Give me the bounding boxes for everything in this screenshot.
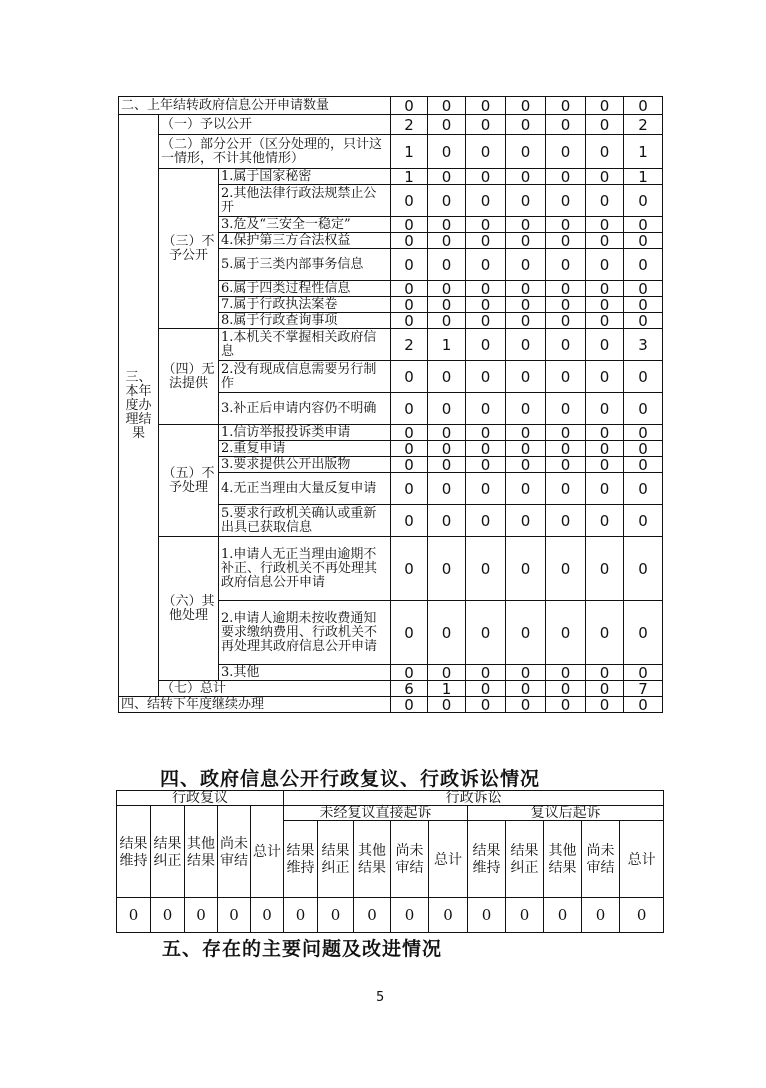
review-col-5: 总计 xyxy=(251,806,284,898)
row-value: 0 xyxy=(586,329,624,361)
row-value: 0 xyxy=(428,115,466,135)
row-value: 0 xyxy=(466,135,506,169)
row-value: 0 xyxy=(624,505,663,537)
row-value: 0 xyxy=(586,441,624,457)
row-value: 0 xyxy=(466,473,506,505)
row-label: 7.属于行政执法案卷 xyxy=(219,297,391,313)
after-col-3: 其他结果 xyxy=(544,821,582,898)
row-value: 0 xyxy=(506,169,546,185)
after-col-5: 总计 xyxy=(620,821,664,898)
row-value: 0 xyxy=(391,393,428,425)
row-value: 0 xyxy=(391,97,428,115)
row-value: 0 xyxy=(466,249,506,281)
row-label: 4.无正当理由大量反复申请 xyxy=(219,473,391,505)
row-value: 0 xyxy=(546,681,586,697)
row-value: 0 xyxy=(391,505,428,537)
direct-col-3: 其他结果 xyxy=(354,821,391,898)
row-label: （二）部分公开（区分处理的，只计这一情形，不计其他情形） xyxy=(159,135,391,169)
row-value: 0 xyxy=(466,217,506,233)
review-col-3: 其他结果 xyxy=(185,806,218,898)
row-value: 0 xyxy=(391,441,428,457)
row-value: 0 xyxy=(428,473,466,505)
row-value: 0 xyxy=(624,313,663,329)
row-label: 4.保护第三方合法权益 xyxy=(219,233,391,249)
row-value: 0 xyxy=(624,537,663,601)
row-value: 0 xyxy=(624,281,663,297)
row-value: 0 xyxy=(391,233,428,249)
row-value: 0 xyxy=(586,473,624,505)
row-label: 2.重复申请 xyxy=(219,441,391,457)
row-value: 0 xyxy=(428,297,466,313)
row-label: 8.属于行政查询事项 xyxy=(219,313,391,329)
after-value: 0 xyxy=(544,898,582,933)
row-value: 0 xyxy=(624,393,663,425)
row-value: 0 xyxy=(506,97,546,115)
table-row xyxy=(119,135,663,169)
row-value: 0 xyxy=(546,169,586,185)
row-value: 0 xyxy=(466,185,506,217)
row-value: 0 xyxy=(624,665,663,681)
row-value: 0 xyxy=(546,281,586,297)
row-value: 0 xyxy=(391,601,428,665)
row-value: 0 xyxy=(391,361,428,393)
review-col-2: 结果纠正 xyxy=(151,806,185,898)
row-value: 0 xyxy=(428,441,466,457)
row-value: 0 xyxy=(624,697,663,713)
after-value: 0 xyxy=(582,898,620,933)
after-value: 0 xyxy=(506,898,544,933)
row-value: 0 xyxy=(506,601,546,665)
row-value: 0 xyxy=(546,697,586,713)
row-label: 3.危及“三安全一稳定” xyxy=(219,217,391,233)
row-value: 0 xyxy=(586,135,624,169)
row-value: 0 xyxy=(586,281,624,297)
row-value: 0 xyxy=(428,97,466,115)
row-label: 1.本机关不掌握相关政府信息 xyxy=(219,329,391,361)
row-value: 0 xyxy=(466,329,506,361)
row-value: 0 xyxy=(506,329,546,361)
row-value: 0 xyxy=(624,601,663,665)
row-value: 0 xyxy=(466,425,506,441)
direct-value: 0 xyxy=(354,898,391,933)
row-value: 0 xyxy=(466,97,506,115)
row-value: 0 xyxy=(428,457,466,473)
row-value: 0 xyxy=(546,425,586,441)
row-value: 0 xyxy=(506,185,546,217)
table-row xyxy=(119,537,663,601)
row-value: 0 xyxy=(391,425,428,441)
direct-value: 0 xyxy=(318,898,354,933)
row-value: 0 xyxy=(586,425,624,441)
row-value: 0 xyxy=(624,217,663,233)
row-value: 0 xyxy=(466,681,506,697)
row-value: 0 xyxy=(546,441,586,457)
row-value: 1 xyxy=(428,329,466,361)
row-label: 3.补正后申请内容仍不明确 xyxy=(219,393,391,425)
row-label: 1.信访举报投诉类申请 xyxy=(219,425,391,441)
table-row xyxy=(119,329,663,361)
row-value: 0 xyxy=(546,457,586,473)
row-value: 0 xyxy=(391,457,428,473)
row-value: 0 xyxy=(586,313,624,329)
row-value: 0 xyxy=(428,697,466,713)
row-value: 0 xyxy=(586,233,624,249)
after-value: 0 xyxy=(620,898,664,933)
row-label: 5.要求行政机关确认或重新出具已获取信息 xyxy=(219,505,391,537)
review-value: 0 xyxy=(117,898,151,933)
row-label: 5.属于三类内部事务信息 xyxy=(219,249,391,281)
table-row xyxy=(119,115,663,135)
row-value: 0 xyxy=(428,281,466,297)
row-label: （七）总计 xyxy=(159,681,391,697)
table-row xyxy=(119,425,663,441)
row-value: 0 xyxy=(546,97,586,115)
group-g6-label: （六）其他处理 xyxy=(159,537,219,681)
table-row xyxy=(119,169,663,185)
row-value: 0 xyxy=(586,393,624,425)
row-value: 0 xyxy=(624,233,663,249)
row-value: 0 xyxy=(546,361,586,393)
row-value: 0 xyxy=(586,505,624,537)
row-value: 0 xyxy=(428,185,466,217)
row-value: 0 xyxy=(546,297,586,313)
row-value: 0 xyxy=(391,281,428,297)
row-value: 0 xyxy=(506,457,546,473)
row-value: 6 xyxy=(391,681,428,697)
row-value: 0 xyxy=(506,505,546,537)
row-value: 0 xyxy=(586,115,624,135)
row-value: 0 xyxy=(466,297,506,313)
row-value: 1 xyxy=(428,681,466,697)
row-value: 0 xyxy=(506,665,546,681)
review-col-4: 尚未审结 xyxy=(218,806,251,898)
row-value: 0 xyxy=(428,249,466,281)
row-value: 0 xyxy=(466,457,506,473)
row-value: 0 xyxy=(391,697,428,713)
row-value: 0 xyxy=(466,313,506,329)
table-row xyxy=(119,697,663,713)
row-value: 0 xyxy=(466,505,506,537)
row-value: 0 xyxy=(428,601,466,665)
row-value: 0 xyxy=(586,169,624,185)
direct-col-5: 总计 xyxy=(429,821,468,898)
row-value: 0 xyxy=(428,169,466,185)
row-value: 0 xyxy=(428,393,466,425)
row-value: 0 xyxy=(428,313,466,329)
review-header: 行政复议 xyxy=(117,791,284,806)
after-review-header: 复议后起诉 xyxy=(468,806,664,821)
row-value: 0 xyxy=(624,297,663,313)
row-value: 0 xyxy=(466,537,506,601)
litigation-header: 行政诉讼 xyxy=(284,791,664,806)
row-value: 0 xyxy=(546,217,586,233)
row-value: 0 xyxy=(466,601,506,665)
row-value: 0 xyxy=(624,97,663,115)
row-value: 0 xyxy=(586,361,624,393)
row-label: （一）予以公开 xyxy=(159,115,391,135)
row-value: 0 xyxy=(391,217,428,233)
direct-value: 0 xyxy=(429,898,468,933)
row-value: 0 xyxy=(586,681,624,697)
row-value: 0 xyxy=(506,537,546,601)
row-value: 0 xyxy=(586,185,624,217)
row-value: 0 xyxy=(506,313,546,329)
row-value: 0 xyxy=(624,473,663,505)
row-value: 0 xyxy=(586,217,624,233)
row-value: 0 xyxy=(506,697,546,713)
review-value: 0 xyxy=(151,898,185,933)
row-label: 6.属于四类过程性信息 xyxy=(219,281,391,297)
direct-suit-header: 未经复议直接起诉 xyxy=(284,806,468,821)
row-label: 2.申请人逾期未按收费通知要求缴纳费用、行政机关不再处理其政府信息公开申请 xyxy=(219,601,391,665)
row-value: 0 xyxy=(506,115,546,135)
row-value: 1 xyxy=(391,135,428,169)
section-three-label: 三、本年度办理结果 xyxy=(119,115,159,697)
row-label: 1.申请人无正当理由逾期不补正、行政机关不再处理其政府信息公开申请 xyxy=(219,537,391,601)
group-g3-label: （三）不予公开 xyxy=(159,169,219,329)
row-value: 0 xyxy=(466,233,506,249)
after-col-1: 结果维持 xyxy=(468,821,506,898)
direct-col-2: 结果纠正 xyxy=(318,821,354,898)
row-value: 7 xyxy=(624,681,663,697)
row-value: 0 xyxy=(506,249,546,281)
row-value: 0 xyxy=(391,537,428,601)
row-value: 0 xyxy=(506,361,546,393)
row-label: 1.属于国家秘密 xyxy=(219,169,391,185)
after-value: 0 xyxy=(468,898,506,933)
row-value: 0 xyxy=(586,665,624,681)
row-value: 0 xyxy=(624,425,663,441)
row-value: 0 xyxy=(428,505,466,537)
row-value: 0 xyxy=(466,393,506,425)
row-value: 0 xyxy=(624,185,663,217)
table-row xyxy=(119,97,663,115)
row-value: 2 xyxy=(391,329,428,361)
row-value: 3 xyxy=(624,329,663,361)
row-value: 0 xyxy=(546,233,586,249)
after-col-2: 结果纠正 xyxy=(506,821,544,898)
row-value: 0 xyxy=(391,297,428,313)
row-label: 二、上年结转政府信息公开申请数量 xyxy=(119,97,391,115)
row-value: 0 xyxy=(624,249,663,281)
row-value: 0 xyxy=(546,473,586,505)
section-heading-problems: 五、存在的主要问题及改进情况 xyxy=(162,938,443,960)
row-value: 0 xyxy=(546,115,586,135)
table-row xyxy=(119,681,663,697)
row-value: 1 xyxy=(624,135,663,169)
row-value: 0 xyxy=(428,425,466,441)
row-value: 0 xyxy=(506,681,546,697)
row-value: 0 xyxy=(506,473,546,505)
row-label: 3.其他 xyxy=(219,665,391,681)
group-g4-label: （四）无法提供 xyxy=(159,329,219,425)
row-value: 0 xyxy=(506,425,546,441)
row-value: 0 xyxy=(506,233,546,249)
row-value: 0 xyxy=(466,361,506,393)
row-value: 0 xyxy=(506,281,546,297)
group-g5-label: （五）不予处理 xyxy=(159,425,219,537)
row-value: 0 xyxy=(586,537,624,601)
row-value: 0 xyxy=(466,169,506,185)
row-value: 0 xyxy=(586,297,624,313)
row-label: 2.没有现成信息需要另行制作 xyxy=(219,361,391,393)
after-col-4: 尚未审结 xyxy=(582,821,620,898)
row-value: 0 xyxy=(506,297,546,313)
row-value: 0 xyxy=(466,697,506,713)
disposal-results-table xyxy=(118,96,663,713)
direct-col-4: 尚未审结 xyxy=(391,821,429,898)
review-col-1: 结果维持 xyxy=(117,806,151,898)
row-value: 0 xyxy=(586,457,624,473)
page-number: 5 xyxy=(376,990,385,1005)
row-value: 0 xyxy=(586,249,624,281)
row-value: 0 xyxy=(428,233,466,249)
row-value: 0 xyxy=(466,115,506,135)
row-value: 1 xyxy=(391,169,428,185)
row-value: 0 xyxy=(506,441,546,457)
review-value: 0 xyxy=(251,898,284,933)
row-value: 0 xyxy=(546,505,586,537)
row-value: 0 xyxy=(586,601,624,665)
row-value: 0 xyxy=(428,537,466,601)
row-value: 0 xyxy=(506,135,546,169)
row-value: 2 xyxy=(624,115,663,135)
row-value: 0 xyxy=(546,601,586,665)
row-label: 3.要求提供公开出版物 xyxy=(219,457,391,473)
row-value: 0 xyxy=(506,217,546,233)
review-value: 0 xyxy=(218,898,251,933)
review-value: 0 xyxy=(185,898,218,933)
row-value: 0 xyxy=(546,665,586,681)
direct-col-1: 结果维持 xyxy=(284,821,318,898)
row-value: 0 xyxy=(466,441,506,457)
row-value: 0 xyxy=(428,361,466,393)
row-value: 0 xyxy=(506,393,546,425)
row-value: 0 xyxy=(428,135,466,169)
row-value: 0 xyxy=(466,281,506,297)
review-litigation-table xyxy=(116,790,664,933)
row-value: 0 xyxy=(428,217,466,233)
row-value: 0 xyxy=(586,97,624,115)
row-value: 0 xyxy=(466,665,506,681)
direct-value: 0 xyxy=(284,898,318,933)
row-label: 2.其他法律行政法规禁止公开 xyxy=(219,185,391,217)
row-value: 0 xyxy=(391,185,428,217)
row-label: 四、结转下年度继续办理 xyxy=(119,697,391,713)
row-value: 0 xyxy=(586,697,624,713)
row-value: 2 xyxy=(391,115,428,135)
row-value: 0 xyxy=(546,313,586,329)
row-value: 0 xyxy=(546,185,586,217)
row-value: 0 xyxy=(624,361,663,393)
row-value: 0 xyxy=(391,249,428,281)
row-value: 1 xyxy=(624,169,663,185)
row-value: 0 xyxy=(391,473,428,505)
section-heading-review-litigation: 四、政府信息公开行政复议、行政诉讼情况 xyxy=(160,768,541,790)
row-value: 0 xyxy=(624,441,663,457)
row-value: 0 xyxy=(391,313,428,329)
row-value: 0 xyxy=(546,135,586,169)
row-value: 0 xyxy=(546,329,586,361)
row-value: 0 xyxy=(624,457,663,473)
row-value: 0 xyxy=(428,665,466,681)
row-value: 0 xyxy=(546,249,586,281)
direct-value: 0 xyxy=(391,898,429,933)
row-value: 0 xyxy=(391,665,428,681)
row-value: 0 xyxy=(546,537,586,601)
row-value: 0 xyxy=(546,393,586,425)
